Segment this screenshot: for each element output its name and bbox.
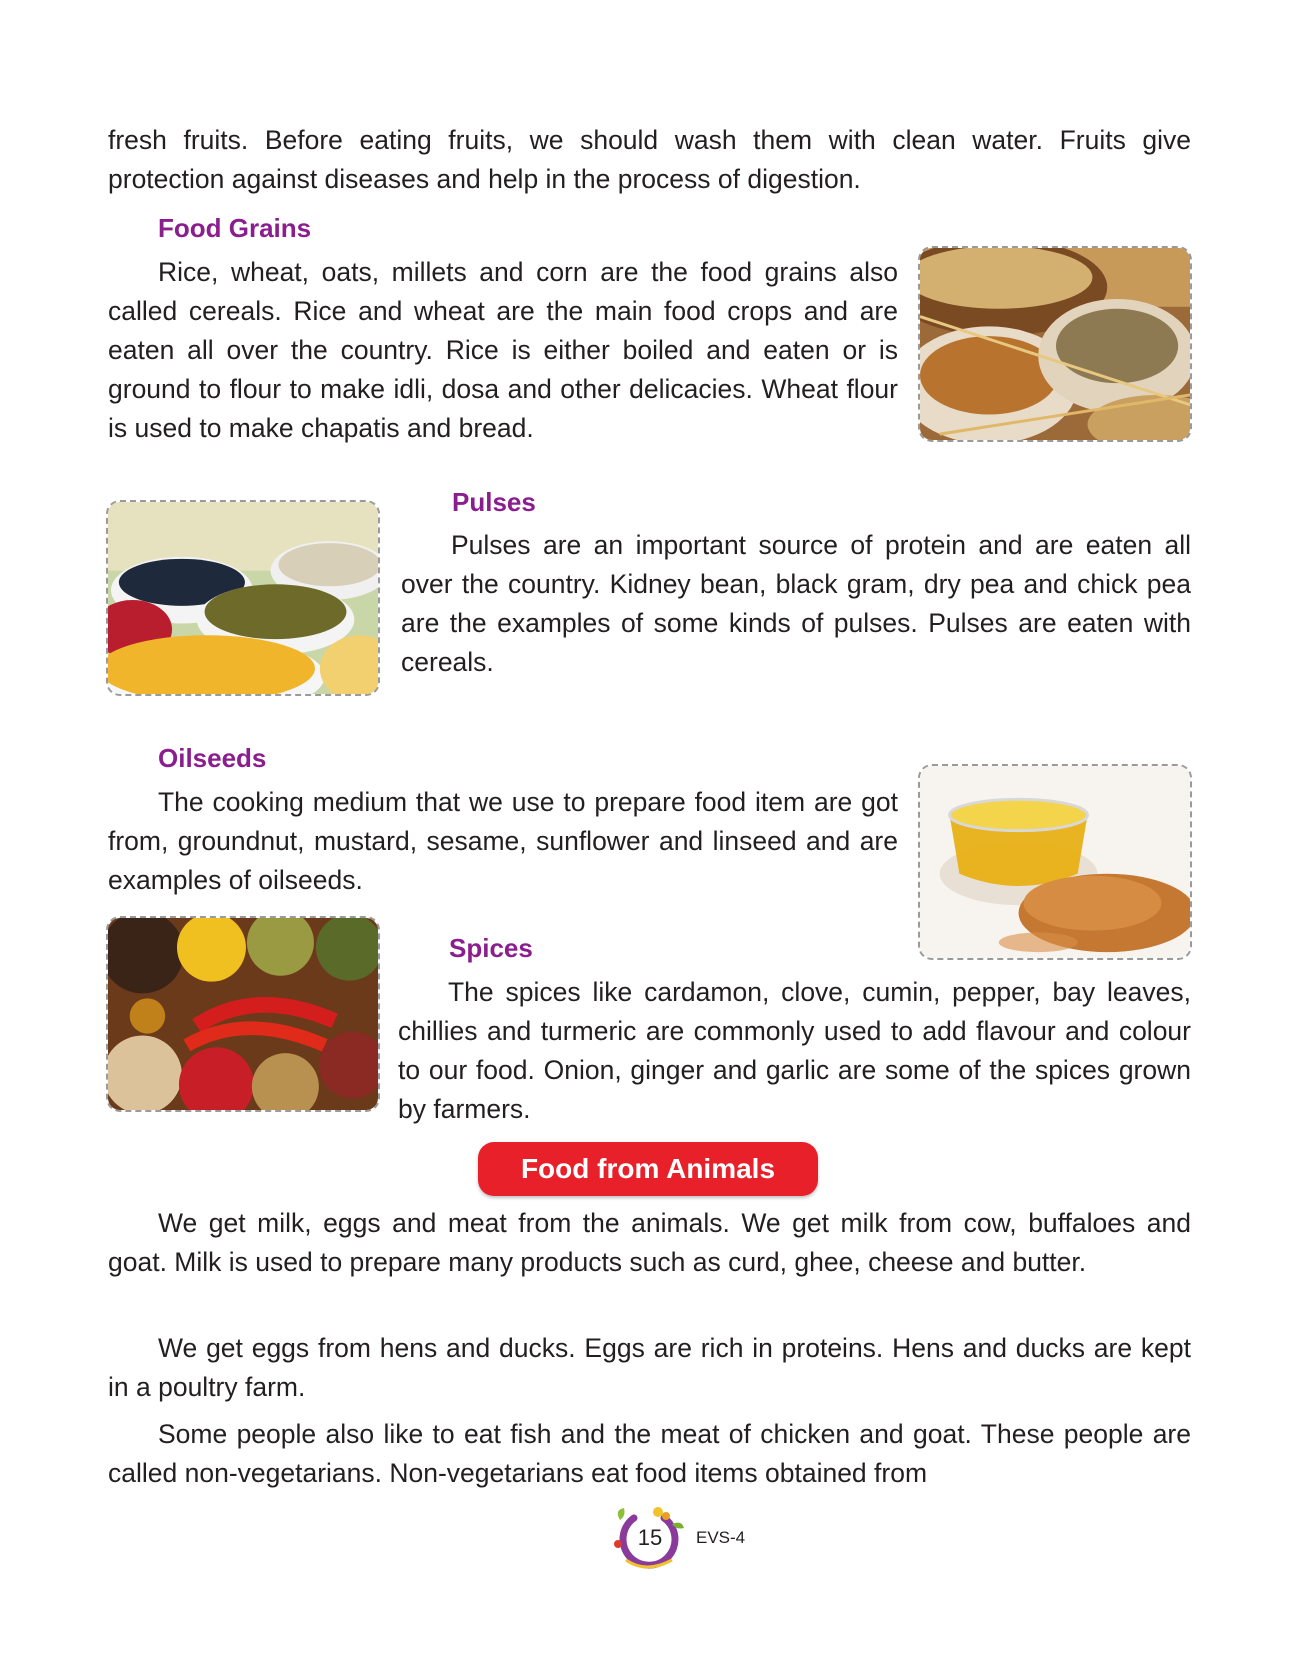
pulses-photo [106, 500, 380, 696]
book-code: EVS-4 [696, 1528, 746, 1547]
oilseeds-heading: Oilseeds [158, 743, 267, 773]
page-number: 15 [637, 1525, 663, 1550]
pulses-heading: Pulses [452, 487, 536, 517]
animals-paragraph-milk: We get milk, eggs and meat from the animals. We get milk from cow, buffaloes and goat. Milk is used to prepare many products such as curd, ghee, cheese and butter. [108, 1208, 1191, 1277]
intro-paragraph: fresh fruits. Before eating fruits, we should wash them with clean water. Fruits give protection against diseases and help in the process of digestion. [108, 125, 1191, 194]
pulses-paragraph: Pulses are an important source of protein and are eaten all over the country. Kidney bean, black gram, dry pea and chick pea are the examples of some kinds of pulses. Pulses are eaten with cereals. [401, 530, 1191, 677]
food-grains-photo [918, 246, 1192, 442]
spices-paragraph: The spices like cardamon, clove, cumin, pepper, bay leaves, chillies and turmeric are commonly used to add flavour and colour to our food. Onion, ginger and garlic are some of the spices grown by farmers. [398, 977, 1191, 1124]
oilseeds-photo [918, 764, 1192, 960]
food-from-animals-banner: Food from Animals [478, 1142, 818, 1196]
spices-heading: Spices [449, 933, 533, 963]
food-grains-heading: Food Grains [158, 213, 312, 243]
food-grains-paragraph: Rice, wheat, oats, millets and corn are the food grains also called cereals. Rice and wheat are the main food crops and are eaten all over the country. Rice is either boiled and eaten or is ground to flour to make idli, dosa and other delicacies. Wheat flour is used to make chapatis and bread. [108, 257, 898, 443]
animals-paragraph-meat: Some people also like to eat fish and the meat of chicken and goat. These people are called non-vegetarians. Non-vegetarians eat food items obtained from [108, 1419, 1191, 1488]
animals-paragraph-eggs: We get eggs from hens and ducks. Eggs are rich in proteins. Hens and ducks are kept in a poultry farm. [108, 1333, 1191, 1402]
oilseeds-paragraph: The cooking medium that we use to prepare food item are got from, groundnut, mustard, sesame, sunflower and linseed and are examples of oilseeds. [108, 787, 898, 895]
spices-photo [106, 916, 380, 1112]
